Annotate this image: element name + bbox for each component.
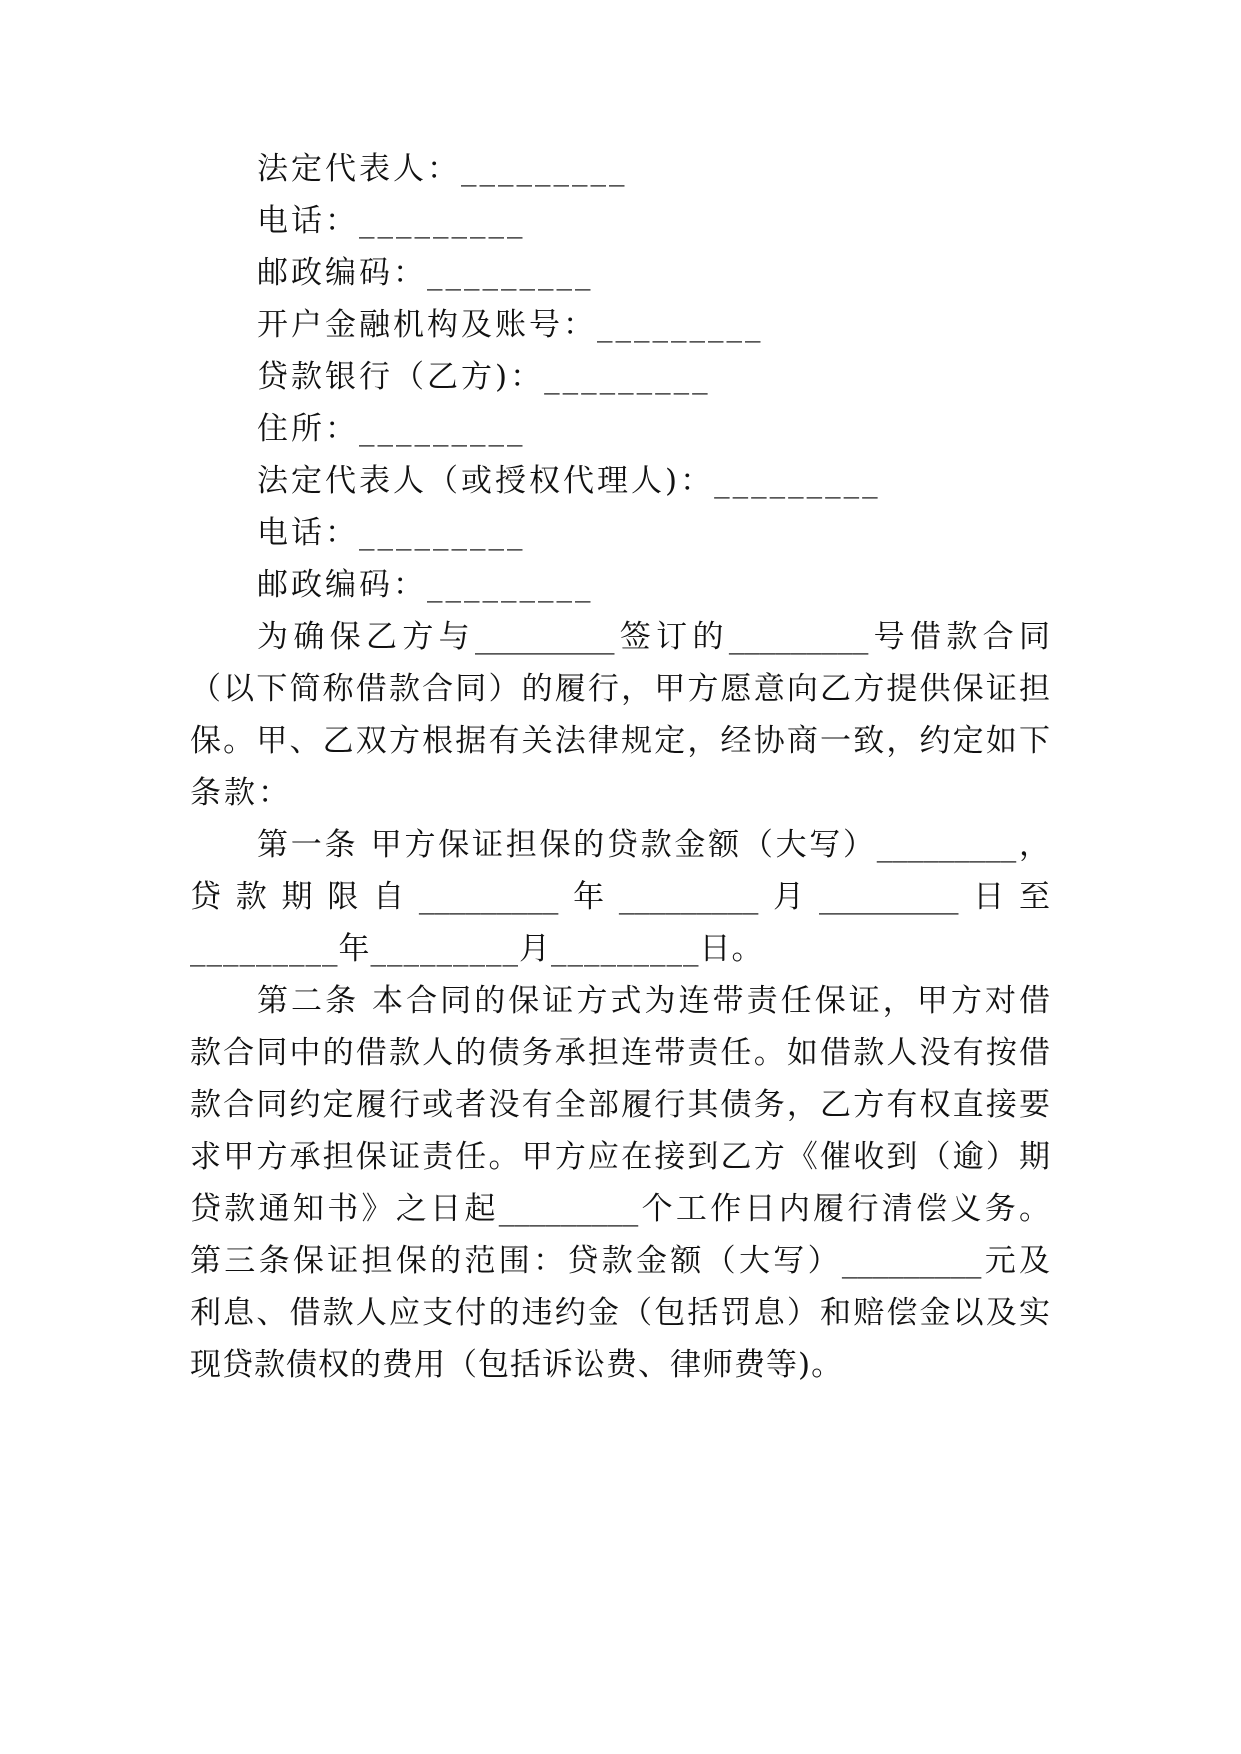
guarantor-bank-account-field: 开户金融机构及账号：_________ — [257, 307, 764, 343]
preamble-line-3: 保。甲、乙双方根据有关法律规定，经协商一致，约定如下 — [190, 723, 1050, 759]
article-3-line-3: 现贷款债权的费用（包括诉讼费、律师费等)。 — [190, 1347, 844, 1383]
article-1-line-2: 贷款期限自_________年_________月_________日至 — [190, 879, 1050, 915]
preamble-line-4: 条款： — [190, 775, 292, 811]
article-2-line-2: 款合同中的借款人的债务承担连带责任。如借款人没有按借 — [190, 1035, 1050, 1071]
article-2-line-4: 求甲方承担保证责任。甲方应在接到乙方《催收到（逾）期 — [190, 1139, 1050, 1175]
article-3-line-1: 第三条保证担保的范围：贷款金额（大写）_________元及 — [190, 1243, 1050, 1279]
guarantor-phone-field: 电话：_________ — [257, 203, 526, 239]
guarantor-postcode-field: 邮政编码：_________ — [257, 255, 594, 291]
article-1-line-3: _________年_________月_________日。 — [190, 931, 764, 967]
lender-phone-field: 电话：_________ — [257, 515, 526, 551]
article-2-line-3: 款合同约定履行或者没有全部履行其债务，乙方有权直接要 — [190, 1087, 1050, 1123]
article-3-line-2: 利息、借款人应支付的违约金（包括罚息）和赔偿金以及实 — [190, 1295, 1050, 1331]
article-1-line-1: 第一条 甲方保证担保的贷款金额（大写）_________， — [257, 827, 1050, 863]
article-2-line-5: 贷款通知书》之日起_________个工作日内履行清偿义务。 — [190, 1191, 1050, 1227]
lender-bank-field: 贷款银行（乙方)：_________ — [257, 359, 711, 395]
preamble-line-1: 为确保乙方与_________签订的_________号借款合同 — [257, 619, 1050, 655]
lender-postcode-field: 邮政编码：_________ — [257, 567, 594, 603]
lender-address-field: 住所：_________ — [257, 411, 526, 447]
article-2-line-1: 第二条 本合同的保证方式为连带责任保证，甲方对借 — [257, 983, 1050, 1019]
preamble-line-2: （以下简称借款合同）的履行，甲方愿意向乙方提供保证担 — [190, 671, 1050, 707]
guarantor-legal-rep-field: 法定代表人：_________ — [257, 151, 628, 187]
lender-legal-rep-field: 法定代表人（或授权代理人)：_________ — [257, 463, 881, 499]
